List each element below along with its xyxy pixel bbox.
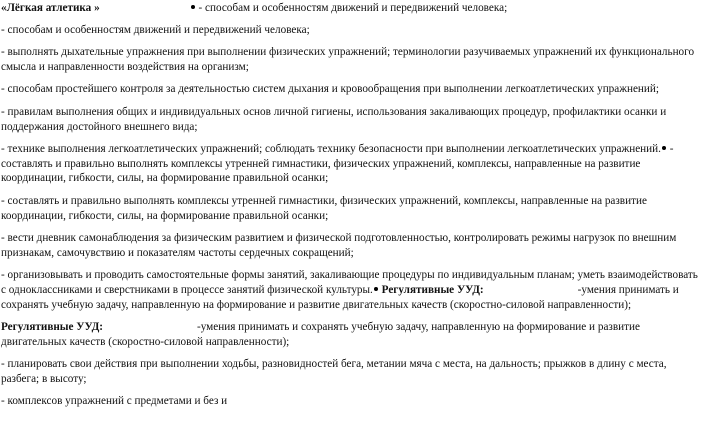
paragraph: - комплексов упражнений с предметами и без и bbox=[1, 395, 228, 408]
paragraph-heading bbox=[1, 1, 701, 16]
paragraph: - выполнять дыхательные упражнения при выполнении физических упражнений; терминологии разучиваемых упражнений их функционального смысла и направленности воздействия на организм; bbox=[1, 46, 695, 73]
paragraph: - вести дневник самонаблюдения за физическим развитием и физической подготовленностью, контролировать режимы нагрузок по внешним признакам, самочувствию и показателям частоты сердечных сокращений; bbox=[1, 232, 677, 259]
paragraph: - правилам выполнения общих и индивидуальных основ личной гигиены, использования закаливающих процедур, профилактики осанки и поддержания достойного внешнего вида; bbox=[1, 105, 667, 133]
paragraph bbox=[1, 268, 701, 312]
paragraph-text: - организовывать и проводить самостоятельные формы занятий, закаливающие процедуры по индивидуальным планам; уметь взаимодействовать с одноклассниками и сверстниками в процессе занятий физической культуры. bbox=[1, 269, 698, 296]
paragraph: - составлять и правильно выполнять комплексы утренней гимнастики, физических упражнений, комплексы, направленные на развитие координации, гибкости, силы, на формирование правильной осанки; bbox=[1, 194, 647, 222]
bullet-icon bbox=[374, 287, 378, 291]
paragraph-text: -умения принимать и сохранять учебную задачу, направленную на формирование и развитие двигательных качеств (скоростно-силовой направленности); bbox=[1, 283, 679, 311]
paragraph-text: -умения принимать и сохранять учебную задачу, направленную на формирование и развитие двигательных качеств (скоростно-силовой направленности); bbox=[1, 321, 640, 348]
paragraph: - планировать свои действия при выполнении ходьбы, разновидностей бега, метании мяча с места, на дальность; прыжков в длину с места, разбега; в высоту; bbox=[1, 358, 667, 385]
regulative-label: Регулятивные УУД: bbox=[1, 321, 104, 334]
regulative-label: Регулятивные УУД: bbox=[381, 283, 484, 296]
paragraph-text: - технике выполнения легкоатлетических упражнений; соблюдать технику безопасности при выполнении легкоатлетических упражнений. bbox=[1, 143, 661, 156]
paragraph bbox=[1, 320, 701, 349]
paragraph-text: - составлять и правильно выполнять комплексы утренней гимнастики, физических упражнений, комплексы, направленные на развитие координации, гибкости, силы, на формирование правильной осанки; bbox=[1, 143, 674, 185]
bullet-icon bbox=[662, 146, 666, 150]
paragraph: - способам простейшего контроля за деятельностью систем дыхания и кровообращения при выполнении легкоатлетических упражнений; bbox=[1, 83, 659, 96]
bullet-icon bbox=[191, 5, 195, 9]
paragraph: - способам и особенностям движений и передвижений человека; bbox=[1, 23, 310, 36]
document-body bbox=[1, 1, 701, 417]
paragraph-text: - способам и особенностям движений и передвижений человека; bbox=[198, 2, 508, 14]
section-heading: «Лёгкая атлетика » bbox=[1, 2, 100, 14]
paragraph bbox=[1, 142, 701, 186]
